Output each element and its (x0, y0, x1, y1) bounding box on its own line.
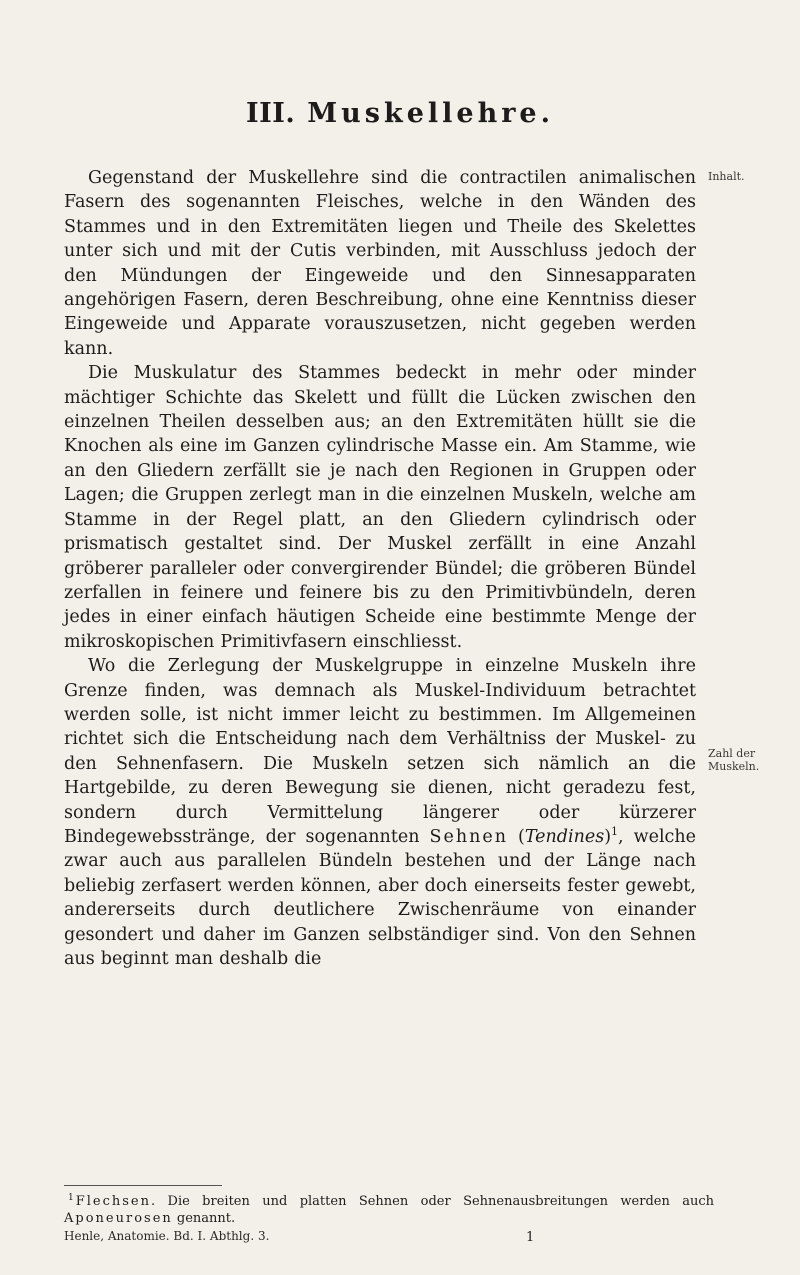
margin-note-inhalt: Inhalt. (708, 170, 745, 183)
footnote-reference: 1 (611, 825, 619, 839)
footnote (64, 1193, 714, 1227)
term-sehnen: Sehnen (429, 826, 509, 847)
paragraph-3 (64, 654, 696, 971)
page-number: 1 (526, 1230, 535, 1245)
close-paren: ) (604, 826, 612, 847)
chapter-title: Muskellehre. (307, 98, 555, 130)
footnote-text-end: genannt. (176, 1211, 236, 1226)
footnote-term: Aponeurosen (64, 1211, 173, 1226)
margin-note-zahl-der-muskeln: Zahl der Muskeln. (708, 747, 760, 773)
footnote-mark: 1 (68, 1192, 74, 1203)
footnote-rule (64, 1185, 222, 1186)
chapter-numeral: III. (245, 98, 296, 130)
open-paren: ( (518, 826, 525, 847)
paragraph-3-text-end: , welche zwar auch aus parallelen Bündeln bestehen und der Länge nach beliebig zerfasert werden können, aber doch einerseits fester gewebt, andererseits durch deutlichere Zwischenräume von einander gesondert und daher im Ganzen selbständiger sind. Von den Sehnen aus beginnt man deshalb die (64, 826, 696, 969)
page-title (0, 98, 800, 129)
paragraph-2: Die Muskulatur des Stammes bedeckt in mehr oder minder mächtiger Schichte das Skelett und füllt die Lücken zwischen den einzelnen Theilen desselben aus; an den Extremitäten hüllt sie die Knochen als eine im Ganzen cylindrische Masse ein. Am Stamme, wie an den Gliedern zerfällt sie je nach den Regionen in Gruppen oder Lagen; die Gruppen zerlegt man in die einzelnen Muskeln, welche am Stamme in der Regel platt, an den Gliedern cylindrisch oder prismatisch gestaltet sind. Der Muskel zerfällt in eine Anzahl gröberer paralleler oder convergirender Bündel; die gröberen Bündel zerfallen in feinere und feinere bis zu den Primitivbündeln, deren jedes in einer einfach häutigen Scheide eine bestimmte Menge der mikroskopischen Primitivfasern einschliesst. (64, 363, 696, 652)
body-text (64, 166, 696, 971)
footnote-text: . Die breiten und platten Sehnen oder Sehnenausbreitungen werden auch (151, 1194, 714, 1209)
paragraph-1: Gegenstand der Muskellehre sind die contractilen animalischen Fasern des sogenannten Fleisches, welche in den Wänden des Stammes und in den Extremitäten liegen und Theile des Skelettes unter sich und mit der Cutis verbinden, mit Ausschluss jedoch der den Mündungen der Eingeweide und den Sinnesapparaten angehörigen Fasern, deren Beschreibung, ohne eine Kenntniss dieser Eingeweide und Apparate vorauszusetzen, nicht gegeben werden kann. (64, 168, 696, 359)
footnote-author: Flechsen (75, 1194, 151, 1209)
term-tendines: Tendines (524, 826, 605, 847)
running-foot: Henle, Anatomie. Bd. I. Abthlg. 3. (64, 1229, 270, 1243)
paragraph-3-text-start: Wo die Zerlegung der Muskelgruppe in einzelne Muskeln ihre Grenze finden, was demnach als Muskel-Individuum betrachtet werden solle, ist nicht immer leicht zu bestimmen. Im Allgemeinen richtet sich die Entscheidung nach dem Verhältniss der Muskel- zu den Sehnenfasern. Die Muskeln setzen sich nämlich an die Hartgebilde, zu deren Bewegung sie dienen, nicht geradezu fest, sondern durch Vermittelung längerer oder kürzerer Bindegewebsstränge, der sogenannten (64, 656, 696, 847)
